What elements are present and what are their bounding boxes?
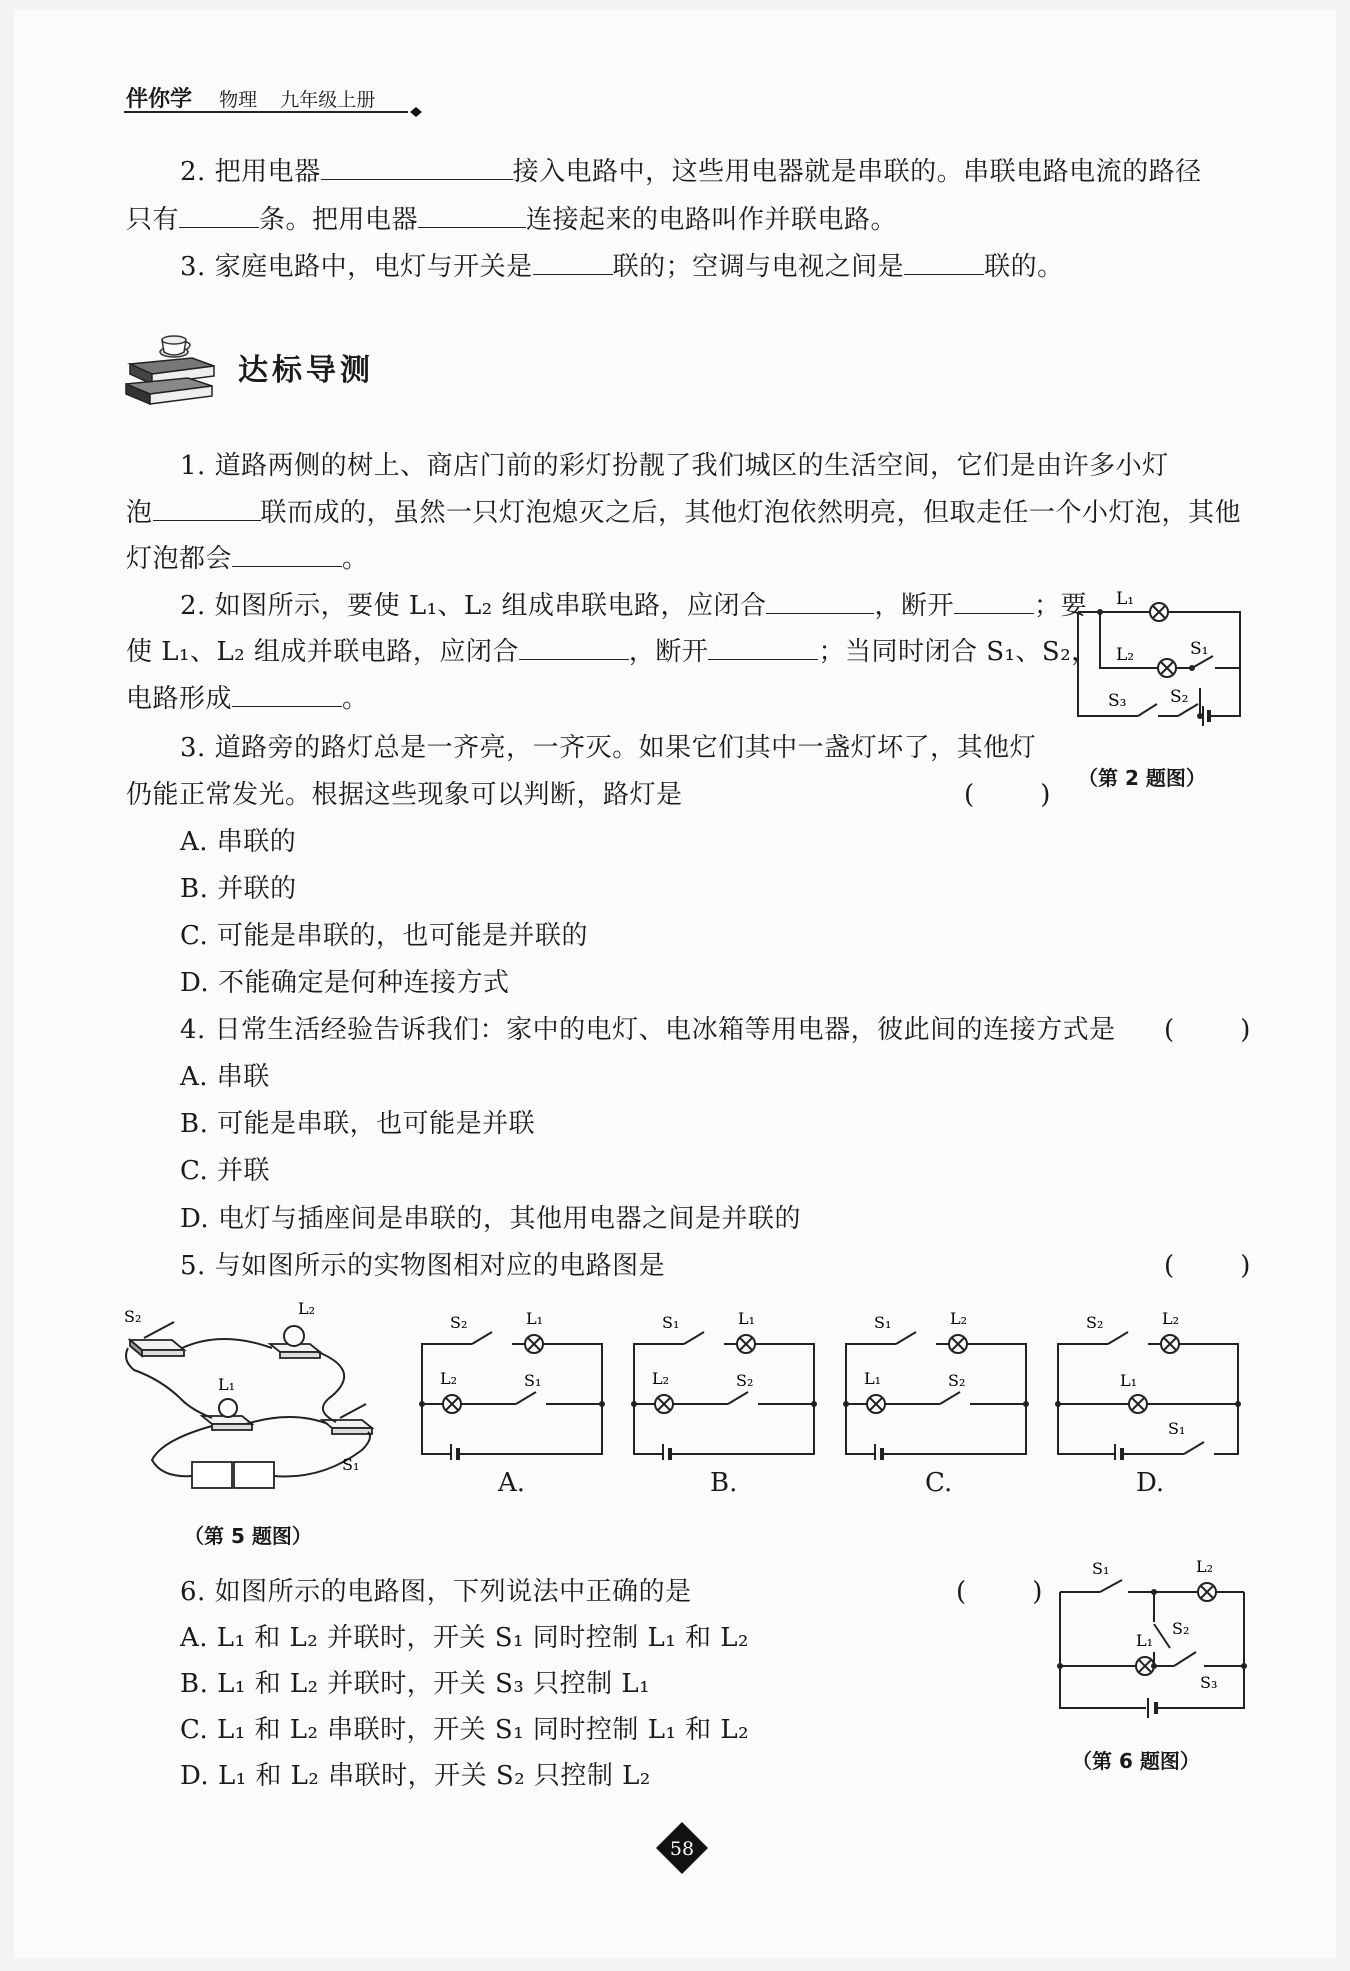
q6-option-d[interactable]: D. L₁ 和 L₂ 串联时，开关 S₂ 只控制 L₂	[180, 1761, 651, 1791]
q4-answer-paren[interactable]: ( )	[1164, 1015, 1251, 1045]
blank[interactable]	[904, 248, 984, 275]
qa-label-S2: S₂	[450, 1313, 468, 1332]
qa-label-L1: L₁	[526, 1309, 544, 1328]
page-number: 58	[669, 1838, 695, 1860]
q2-label-S3: S₃	[1108, 691, 1127, 711]
blank[interactable]	[954, 587, 1034, 614]
q3-option-a[interactable]: A. 串联的	[180, 827, 297, 857]
q2-circuit-figure	[1070, 588, 1250, 738]
q5-answer-paren[interactable]: ( )	[1164, 1251, 1251, 1281]
q2-line3: 电路形成 。	[126, 679, 369, 719]
q6-label-L1: L₁	[1136, 1631, 1154, 1650]
q6-stem: 6. 如图所示的电路图，下列说法中正确的是	[180, 1577, 692, 1607]
q2-line1: 2. 如图所示，要使 L₁、L₂ 组成串联电路，应闭合 ，断开 ；要	[180, 586, 1087, 626]
q6-label-L2: L₂	[1196, 1557, 1214, 1576]
blank[interactable]	[533, 248, 613, 275]
q2-caption: （第 2 题图）	[1078, 766, 1206, 790]
qb-label-S2: S₂	[736, 1371, 754, 1390]
q3-option-b[interactable]: B. 并联的	[180, 874, 297, 904]
q5-caption: （第 5 题图）	[184, 1524, 312, 1548]
q6-option-c[interactable]: C. L₁ 和 L₂ 串联时，开关 S₁ 同时控制 L₁ 和 L₂	[180, 1715, 750, 1745]
blank[interactable]	[179, 201, 259, 228]
blank[interactable]	[708, 633, 818, 660]
page-number-badge	[654, 1820, 710, 1876]
blank[interactable]	[232, 540, 342, 567]
q5-option-b-circuit[interactable]	[626, 1300, 826, 1460]
blank[interactable]	[232, 680, 342, 707]
q6-answer-paren[interactable]: ( )	[956, 1577, 1043, 1607]
qa-label-L2: L₂	[440, 1369, 458, 1388]
q5-label-d[interactable]: D.	[1136, 1468, 1165, 1498]
q5-option-c-circuit[interactable]	[838, 1300, 1038, 1460]
qb-label-L2: L₂	[652, 1369, 670, 1388]
intro-q2-line1: 2. 把用电器 接入电路中，这些用电器就是串联的。串联电路电流的路径	[180, 152, 1202, 192]
q4-option-d[interactable]: D. 电灯与插座间是串联的，其他用电器之间是并联的	[180, 1204, 801, 1234]
q6-circuit-figure	[1048, 1548, 1258, 1718]
q4-option-a[interactable]: A. 串联	[180, 1062, 270, 1092]
section-title: 达标导测	[238, 353, 374, 388]
qb-label-S1: S₁	[662, 1313, 680, 1332]
q2-line2: 使 L₁、L₂ 组成并联电路，应闭合 ，断开 ；当同时闭合 S₁、S₂，	[126, 632, 1098, 672]
blank[interactable]	[321, 153, 513, 180]
q1-line1: 1. 道路两侧的树上、商店门前的彩灯扮靓了我们城区的生活空间，它们是由许多小灯	[180, 451, 1169, 481]
q5-label-b[interactable]: B.	[710, 1468, 738, 1498]
header-grade: 九年级上册	[280, 89, 376, 111]
q5-option-a-circuit[interactable]	[414, 1300, 614, 1460]
q6-label-S2: S₂	[1172, 1619, 1190, 1638]
blank[interactable]	[766, 587, 874, 614]
q6-option-b[interactable]: B. L₁ 和 L₂ 并联时，开关 S₃ 只控制 L₁	[180, 1669, 651, 1699]
intro-q2-line2: 只有 条。把用电器 连接起来的电路叫作并联电路。	[126, 200, 897, 240]
q6-label-S3: S₃	[1200, 1673, 1218, 1692]
qd-label-L2: L₂	[1162, 1309, 1180, 1328]
q6-option-a[interactable]: A. L₁ 和 L₂ 并联时，开关 S₁ 同时控制 L₁ 和 L₂	[180, 1623, 749, 1653]
q4-stem: 4. 日常生活经验告诉我们：家中的电灯、电冰箱等用电器，彼此间的连接方式是	[180, 1015, 1116, 1045]
q1-line2: 泡 联而成的，虽然一只灯泡熄灭之后，其他灯泡依然明亮，但取走任一个小灯泡，其他	[126, 493, 1241, 533]
qc-label-L1: L₁	[864, 1369, 882, 1388]
q3-line2: 仍能正常发光。根据这些现象可以判断，路灯是	[126, 780, 683, 810]
q2-label-L1: L₁	[1116, 589, 1135, 609]
qc-label-S1: S₁	[874, 1313, 892, 1332]
q2-label-S1: S₁	[1190, 639, 1209, 659]
q6-label-S1: S₁	[1092, 1559, 1110, 1578]
intro-q3-line: 3. 家庭电路中，电灯与开关是 联的；空调与电视之间是 联的。	[180, 247, 1064, 287]
q1-line3: 灯泡都会 。	[126, 539, 369, 579]
qc-label-S2: S₂	[948, 1371, 966, 1390]
blank[interactable]	[519, 633, 629, 660]
q3-line1: 3. 道路旁的路灯总是一齐亮，一齐灭。如果它们其中一盏灯坏了，其他灯	[180, 733, 1037, 763]
q2-label-L2: L₂	[1116, 645, 1135, 665]
q5-phys-label-L1: L₁	[218, 1375, 236, 1394]
blank[interactable]	[153, 494, 261, 521]
header-subject: 物理	[219, 89, 258, 111]
q5-label-c[interactable]: C.	[925, 1468, 953, 1498]
qb-label-L1: L₁	[738, 1309, 756, 1328]
q3-option-d[interactable]: D. 不能确定是何种连接方式	[180, 968, 510, 998]
q2-label-S2: S₂	[1170, 687, 1189, 707]
q3-answer-paren[interactable]: ( )	[964, 780, 1051, 810]
q6-caption: （第 6 题图）	[1072, 1749, 1200, 1773]
q5-option-d-circuit[interactable]	[1050, 1300, 1250, 1460]
q5-phys-label-S1: S₁	[342, 1455, 360, 1474]
q5-physical-figure	[122, 1300, 402, 1500]
q4-option-b[interactable]: B. 可能是串联，也可能是并联	[180, 1109, 536, 1139]
q5-phys-label-S2: S₂	[124, 1307, 142, 1326]
q5-phys-label-L2: L₂	[298, 1300, 316, 1318]
q3-option-c[interactable]: C. 可能是串联的，也可能是并联的	[180, 921, 588, 951]
header-rule	[122, 106, 422, 120]
header-brand: 伴你学	[126, 87, 193, 112]
qd-label-S1: S₁	[1168, 1419, 1186, 1438]
q4-option-c[interactable]: C. 并联	[180, 1156, 270, 1186]
books-coffee-icon	[122, 322, 222, 417]
qa-label-S1: S₁	[524, 1371, 542, 1390]
qd-label-L1: L₁	[1120, 1371, 1138, 1390]
q5-label-a[interactable]: A.	[498, 1468, 526, 1498]
q5-stem: 5. 与如图所示的实物图相对应的电路图是	[180, 1251, 666, 1281]
qc-label-L2: L₂	[950, 1309, 968, 1328]
blank[interactable]	[418, 201, 526, 228]
qd-label-S2: S₂	[1086, 1313, 1104, 1332]
